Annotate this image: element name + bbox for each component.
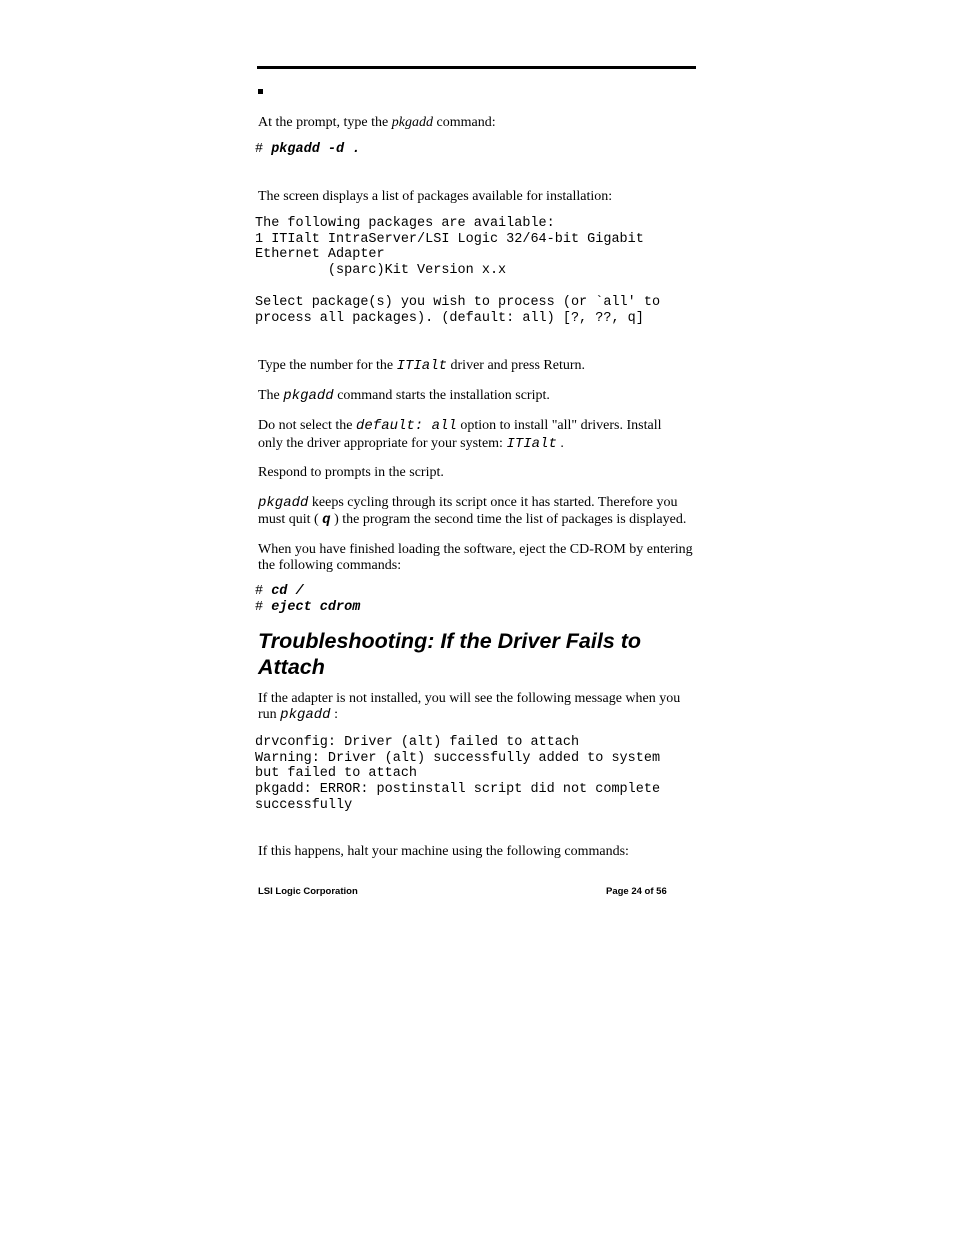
output-line: drvconfig: Driver (alt) failed to attach — [255, 735, 580, 750]
text-fragment: The — [258, 388, 284, 403]
step-type-number — [258, 357, 585, 375]
inline-code: default: all — [355, 418, 457, 434]
output-line: Select package(s) you wish to process (or `all' to — [255, 295, 661, 310]
text-fragment: command starts the installation script. — [333, 388, 550, 403]
text-fragment: option to install "all" drivers. Install — [456, 418, 662, 433]
step-do-not-select-line2 — [258, 435, 564, 453]
command-line-eject — [255, 600, 360, 616]
output-line: The following packages are available: — [255, 216, 555, 231]
text-fragment: driver and press Return. — [447, 358, 586, 373]
command-text: pkgadd -d . — [271, 142, 361, 157]
step-starts-script — [258, 387, 550, 405]
prompt-hash: # — [255, 600, 272, 615]
text-fragment: command: — [432, 115, 496, 130]
trouble-intro-line1: If the adapter is not installed, you will see the following message when you — [258, 691, 681, 706]
command-name: pkgadd — [391, 115, 433, 130]
halt-intro: If this happens, halt your machine using the following commands: — [258, 844, 629, 859]
output-line: (sparc)Kit Version x.x — [255, 263, 507, 278]
step-do-not-select-line1 — [258, 417, 662, 435]
text-fragment: only the driver appropriate for your system: — [258, 436, 507, 451]
section-heading-line2: Attach — [258, 655, 325, 679]
inline-code: ITIalt — [506, 436, 557, 452]
trouble-intro-line2 — [258, 706, 338, 724]
step-eject-line1: When you have finished loading the software, eject the CD-ROM by entering — [258, 542, 693, 557]
output-line: 1 ITIalt IntraServer/LSI Logic 32/64-bit Gigabit — [255, 232, 644, 247]
inline-code: ITIalt — [396, 358, 448, 374]
text-fragment: At the prompt, type the — [258, 115, 392, 130]
output-line: Ethernet Adapter — [255, 247, 385, 262]
bullet-marker — [258, 89, 263, 94]
step-respond-prompts: Respond to prompts in the script. — [258, 465, 444, 480]
top-rule — [257, 66, 696, 69]
text-fragment: ) the program the second time the list of packages is displayed. — [330, 512, 687, 527]
text-fragment: Type the number for the — [258, 358, 397, 373]
footer-company: LSI Logic Corporation — [258, 886, 358, 897]
command-line-pkgadd — [255, 142, 360, 158]
text-fragment: run — [258, 707, 281, 722]
text-fragment: must quit ( — [258, 512, 323, 527]
step-cycling-line2 — [258, 511, 686, 529]
prompt-hash: # — [255, 142, 272, 157]
command-text: eject cdrom — [271, 600, 361, 615]
text-fragment: keeps cycling through its script once it has started. Therefore you — [308, 495, 678, 510]
inline-code: pkgadd — [280, 707, 331, 723]
text-fragment: Do not select the — [258, 418, 356, 433]
step-cycling-line1 — [258, 494, 678, 512]
prompt-hash: # — [255, 584, 272, 599]
output-line: successfully — [255, 798, 353, 813]
output-line: Warning: Driver (alt) successfully added to system — [255, 751, 661, 766]
inline-code: pkgadd — [283, 388, 334, 404]
package-list-intro: The screen displays a list of packages available for installation: — [258, 189, 613, 204]
text-fragment: . — [556, 436, 564, 451]
output-line: pkgadd: ERROR: postinstall script did not complete — [255, 782, 661, 797]
output-line: but failed to attach — [255, 766, 418, 781]
command-line-cd — [255, 584, 304, 600]
text-fragment: : — [330, 707, 338, 722]
footer-page-number: Page 24 of 56 — [606, 886, 667, 897]
output-line: process all packages). (default: all) [?, ??, q] — [255, 311, 644, 326]
step-prompt-text — [258, 114, 496, 131]
step-eject-line2: the following commands: — [258, 558, 402, 573]
command-text: cd / — [271, 584, 304, 599]
section-heading-line1: Troubleshooting: If the Driver Fails to — [258, 629, 642, 653]
inline-code-bold: q — [322, 512, 331, 528]
inline-code: pkgadd — [258, 495, 309, 511]
